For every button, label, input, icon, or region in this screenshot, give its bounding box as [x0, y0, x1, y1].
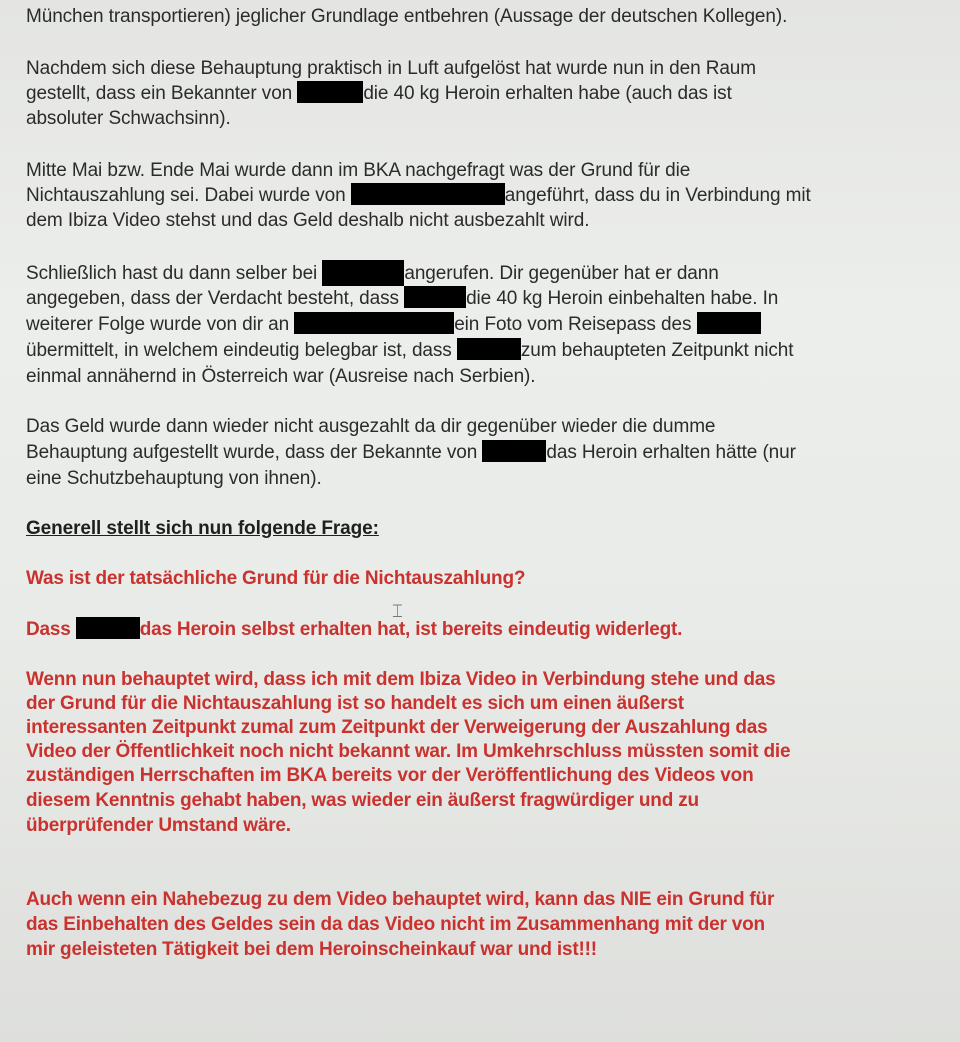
text-run: das Einbehalten des Geldes sein da das Video nicht im Zusammenhang mit der von [26, 914, 765, 935]
text-line [26, 286, 778, 311]
text-line [26, 667, 776, 692]
text-line [26, 4, 787, 29]
text-run: weiterer Folge wurde von dir an [26, 314, 295, 335]
text-line [26, 158, 690, 183]
text-run: interessanten Zeitpunkt zumal zum Zeitpunkt der Verweigerung der Auszahlung das [26, 717, 768, 738]
text-run: Behauptung aufgestellt wurde, dass der Bekannte von [26, 442, 483, 463]
redaction-block [351, 183, 505, 205]
text-line [26, 338, 793, 363]
text-run: Was ist der tatsächliche Grund für die Nichtauszahlung? [26, 568, 526, 589]
text-run: gestellt, dass ein Bekannter von [26, 83, 298, 104]
text-run: zum behaupteten Zeitpunkt nicht [520, 340, 794, 361]
text-run: Generell stellt sich nun folgende Frage: [26, 518, 379, 539]
text-line [26, 106, 231, 131]
text-run: Nachdem sich diese Behauptung praktisch in Luft aufgelöst hat wurde nun in den Raum [26, 58, 756, 79]
text-line [26, 56, 756, 81]
text-line [26, 788, 699, 813]
text-line [26, 183, 811, 208]
text-line [26, 937, 597, 962]
text-line [26, 81, 732, 106]
text-line [26, 763, 753, 788]
text-line [26, 260, 719, 286]
text-line [26, 912, 765, 937]
text-run: Dass [26, 619, 76, 640]
text-line [26, 691, 684, 716]
text-line [26, 414, 715, 439]
text-line [26, 312, 761, 337]
text-line [26, 715, 768, 740]
text-run: die 40 kg Heroin einbehalten habe. In [466, 288, 779, 309]
text-run: dem Ibiza Video stehst und das Geld deshalb nicht ausbezahlt wird. [26, 210, 590, 231]
text-run: zuständigen Herrschaften im BKA bereits vor der Veröffentlichung des Videos von [26, 765, 754, 786]
text-line [26, 739, 790, 764]
question-line [26, 566, 525, 591]
redaction-block [76, 617, 140, 639]
text-run: Nichtauszahlung sei. Dabei wurde von [26, 185, 351, 206]
text-run: angegeben, dass der Verdacht besteht, dass [26, 288, 405, 309]
text-run: angerufen. Dir gegenüber hat er dann [404, 263, 719, 284]
redaction-block [322, 260, 404, 286]
text-cursor-icon: ⌶ [392, 601, 403, 621]
text-run: Mitte Mai bzw. Ende Mai wurde dann im BKA nachgefragt was der Grund für die [26, 160, 691, 181]
text-run: diesem Kenntnis gehabt haben, was wieder ein äußerst fragwürdiger und zu [26, 790, 699, 811]
text-line [26, 813, 291, 838]
redaction-block [697, 312, 761, 334]
redaction-block [294, 312, 454, 334]
text-run: übermittelt, in welchem eindeutig belegbar ist, dass [26, 340, 457, 361]
text-run: Wenn nun behauptet wird, dass ich mit dem Ibiza Video in Verbindung stehe und das [26, 669, 776, 690]
text-run: überprüfender Umstand wäre. [26, 815, 291, 836]
text-run: einmal annähernd in Österreich war (Ausreise nach Serbien). [26, 366, 536, 387]
redaction-block [297, 81, 363, 103]
text-run: das Heroin erhalten hätte (nur [546, 442, 796, 463]
text-run: die 40 kg Heroin erhalten habe (auch das ist [363, 83, 732, 104]
text-run: Das Geld wurde dann wieder nicht ausgezahlt da dir gegenüber wieder die dumme [26, 416, 716, 437]
text-run: Auch wenn ein Nahebezug zu dem Video behauptet wird, kann das NIE ein Grund für [26, 889, 775, 910]
text-run: Video der Öffentlichkeit noch nicht bekannt war. Im Umkehrschluss müssten somit die [26, 741, 791, 762]
redaction-block [404, 286, 466, 308]
text-line [26, 440, 796, 465]
text-run: angeführt, dass du in Verbindung mit [504, 185, 811, 206]
text-run: der Grund für die Nichtauszahlung ist so handelt es sich um einen äußerst [26, 693, 684, 714]
text-run: das Heroin selbst erhalten hat, ist bereits eindeutig widerlegt. [139, 619, 683, 640]
text-run: mir geleisteten Tätigkeit bei dem Heroinscheinkauf war und ist!!! [26, 939, 597, 960]
text-run: Schließlich hast du dann selber bei [26, 263, 323, 284]
text-line [26, 887, 774, 912]
text-run: München transportieren) jeglicher Grundlage entbehren (Aussage der deutschen Kollegen). [26, 6, 788, 27]
redaction-block [482, 440, 546, 462]
redaction-block [457, 338, 521, 360]
text-line [26, 364, 535, 389]
text-run: eine Schutzbehauptung von ihnen). [26, 468, 322, 489]
section-heading [26, 516, 379, 541]
text-run: absoluter Schwachsinn). [26, 108, 231, 129]
text-line [26, 466, 322, 491]
text-line [26, 208, 589, 233]
text-line [26, 617, 682, 642]
text-run: ein Foto vom Reisepass des [454, 314, 697, 335]
